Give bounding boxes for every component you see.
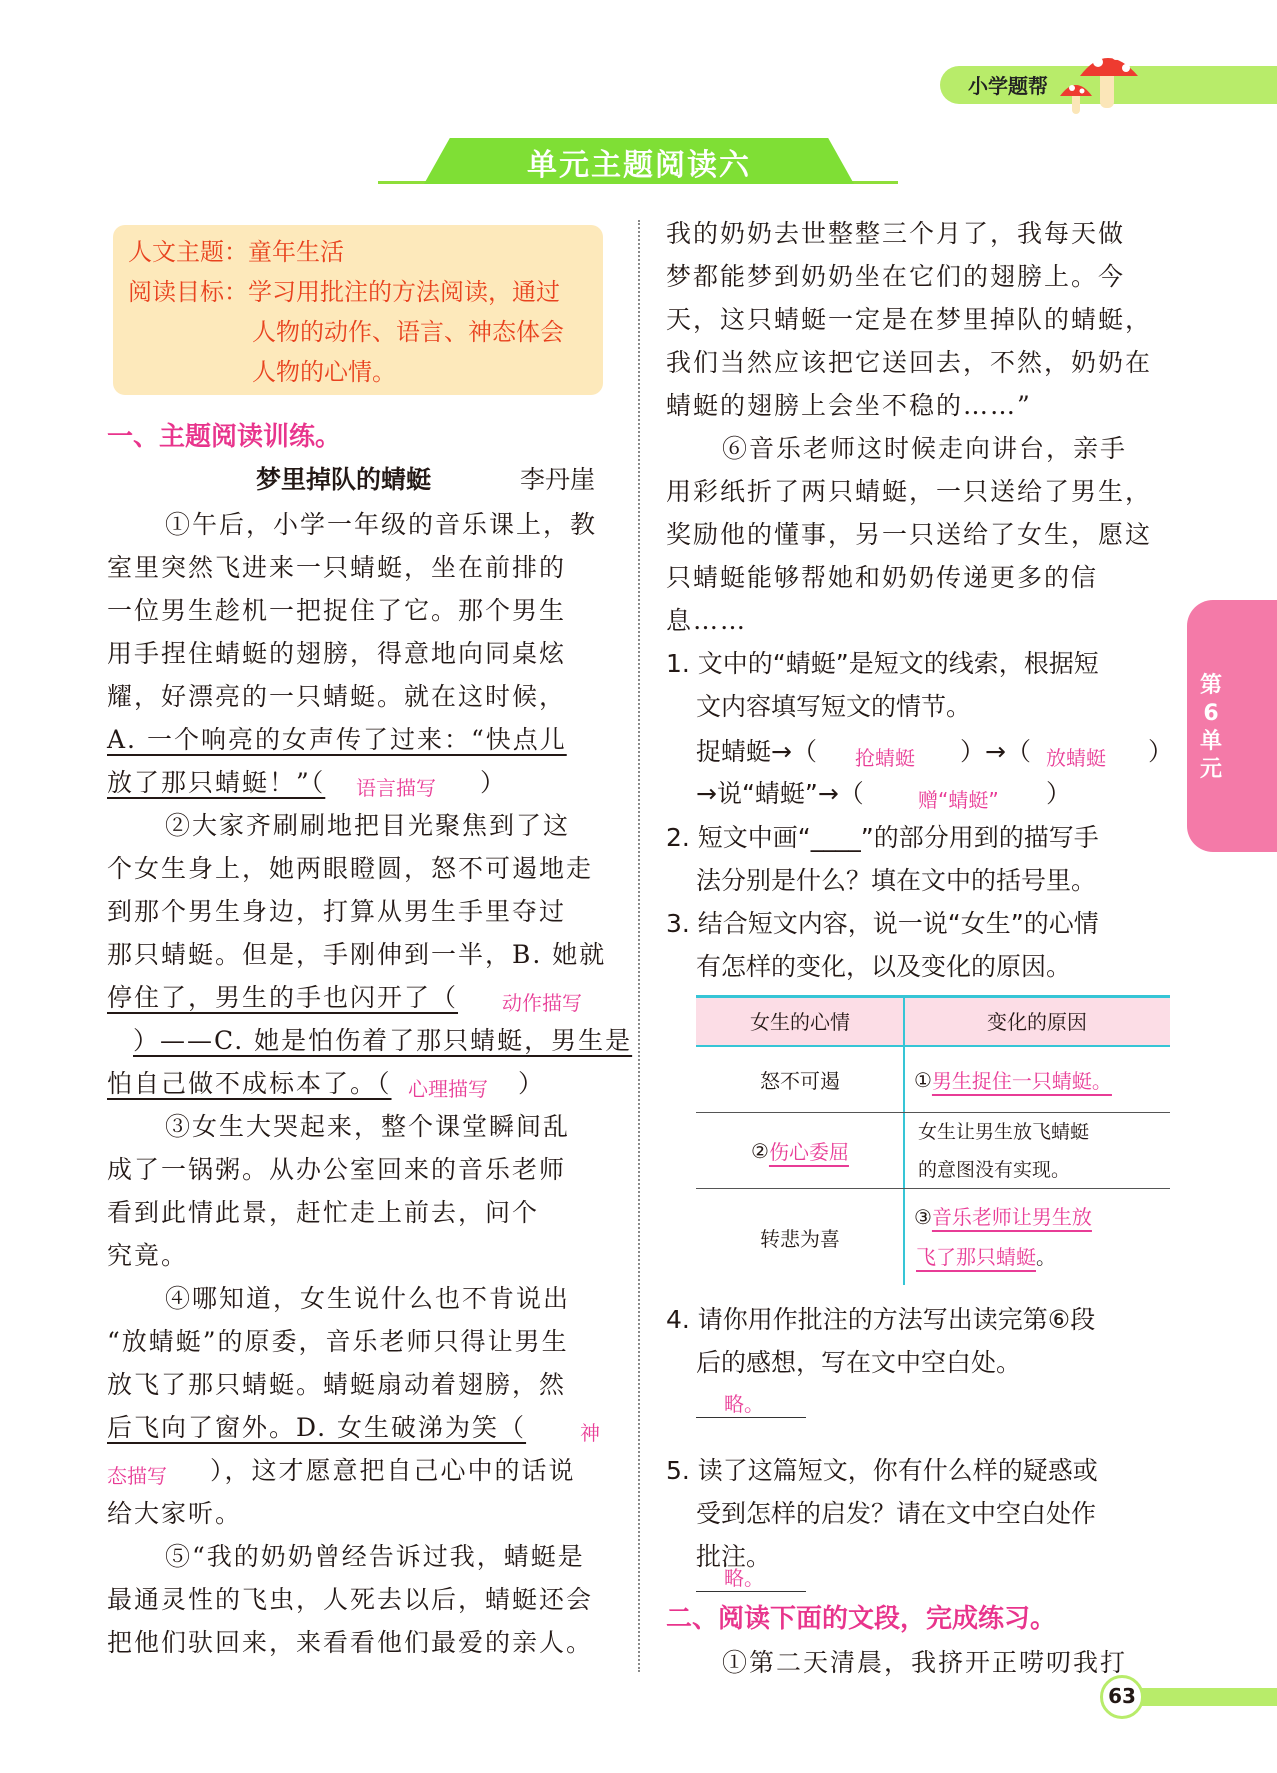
cell-number: ③ — [914, 1205, 932, 1229]
table-cell — [696, 1113, 904, 1188]
question-2: 2. 短文中画“____”的部分用到的描写手 — [666, 823, 1099, 852]
text-line: 最通灵性的飞虫，人死去以后，蜻蜓还会 — [107, 1585, 594, 1614]
table-answer: 伤心委屈 — [768, 1140, 849, 1164]
underlined-line: 放了那只蜻蜓！”（ — [107, 768, 326, 797]
table-answer: 飞了那只蜻蜓 — [916, 1245, 1036, 1269]
answer-a: 语言描写 — [356, 776, 436, 800]
table-cell — [906, 1189, 1170, 1285]
q4-answer: 略。 — [724, 1392, 764, 1416]
text-line: 放飞了那只蜻蜓。蜻蜓扇动着翅膀，然 — [107, 1370, 567, 1399]
mushroom-icon — [1060, 40, 1150, 120]
q1-answer: 赠“蜻蜓” — [918, 788, 999, 812]
underlined-line: 停住了，男生的手也闪开了（ — [107, 983, 459, 1012]
text-line: 一位男生趁机一把捉住了它。那个男生 — [107, 596, 567, 625]
cell-punct: 。 — [1036, 1245, 1056, 1269]
goal-line: 人物的动作、语言、神态体会 — [252, 318, 564, 346]
underlined-line: ）——C. 她是怕伤着了那只蜻蜓，男生是 — [133, 1026, 633, 1055]
bracket-close: ） — [518, 1069, 546, 1098]
text-line: ①第二天清晨，我挤开正唠叨我打 — [722, 1648, 1128, 1677]
table-header: 变化的原因 — [904, 995, 1170, 1045]
text-line: 看到此情此景，赶忙走上前去，问个 — [107, 1198, 540, 1227]
cell-number: ② — [751, 1138, 769, 1163]
text-line: 到那个男生身边，打算从男生手里夺过 — [107, 897, 567, 926]
question-4: 后的感想，写在文中空白处。 — [696, 1348, 1022, 1377]
answer-b: 动作描写 — [502, 991, 582, 1015]
q1-blank-prefix: →说“蜻蜓”→（ — [696, 779, 864, 808]
question-5: 批注。 — [696, 1542, 772, 1571]
text-line: 给大家听。 — [107, 1499, 243, 1528]
question-3: 有怎样的变化，以及变化的原因。 — [696, 952, 1072, 981]
mood-table — [696, 995, 1170, 1285]
section-heading: 一、主题阅读训练。 — [107, 422, 342, 452]
table-answer: 音乐老师让男生放 — [931, 1205, 1092, 1229]
table-top-rule — [696, 995, 1170, 998]
text-line: 奖励他的懂事，另一只送给了女生，愿这 — [666, 520, 1153, 549]
question-5: 受到怎样的启发？请在文中空白处作 — [696, 1499, 1097, 1528]
text-line: 耀，好漂亮的一只蜻蜓。就在这时候， — [107, 682, 567, 711]
question-3: 3. 结合短文内容，说一说“女生”的心情 — [666, 909, 1099, 938]
question-5: 5. 读了这篇短文，你有什么样的疑惑或 — [666, 1456, 1098, 1485]
table-cell — [906, 1113, 1170, 1188]
q4-answer-line — [696, 1417, 806, 1418]
cell-number: ① — [914, 1067, 932, 1092]
underlined-line: 怕自己做不成标本了。（ — [107, 1069, 392, 1098]
answer-d-cont: 态描写 — [107, 1464, 167, 1488]
story-title: 梦里掉队的蜻蜓 — [256, 465, 432, 494]
table-cell: 转悲为喜 — [760, 1226, 840, 1251]
text-line: 室里突然飞进来一只蜻蜓，坐在前排的 — [107, 553, 567, 582]
question-2: 法分别是什么？填在文中的括号里。 — [696, 866, 1097, 895]
text-line: 究竟。 — [107, 1241, 189, 1270]
text-line: 成了一锅粥。从办公室回来的音乐老师 — [107, 1155, 567, 1184]
theme-line: 人文主题：童年生活 — [128, 238, 344, 266]
text-line: ③女生大哭起来，整个课堂瞬间乱 — [165, 1112, 571, 1141]
q5-answer-line — [696, 1591, 806, 1592]
text-line: 那只蜻蜓。但是，手刚伸到一半，B. 她就 — [107, 940, 607, 969]
page-number: 63 — [1108, 1684, 1136, 1708]
text-line: “放蜻蜓”的原委，音乐老师只得让男生 — [107, 1327, 569, 1356]
text-line: ），这才愿意把自己心中的话说 — [210, 1456, 576, 1485]
answer-d: 神 — [580, 1421, 600, 1445]
goal-line: 人物的心情。 — [252, 358, 396, 386]
question-1: 1. 文中的“蜻蜓”是短文的线索，根据短 — [666, 649, 1099, 678]
section-heading: 二、阅读下面的文段，完成练习。 — [666, 1604, 1057, 1634]
q1-answer: 抢蜻蜓 — [855, 746, 915, 770]
unit-label: 第6单元 — [1199, 673, 1222, 782]
text-line: ⑤“我的奶奶曾经告诉过我，蜻蜓是 — [165, 1542, 585, 1571]
text-line: 天，这只蜻蜓一定是在梦里掉队的蜻蜓， — [666, 305, 1153, 334]
answer-c: 心理描写 — [408, 1077, 488, 1101]
cell-line: 的意图没有实现。 — [918, 1158, 1071, 1181]
page-number-bar — [1122, 1688, 1277, 1706]
question-1: 文内容填写短文的情节。 — [696, 692, 972, 721]
text-line: ④哪知道，女生说什么也不肯说出 — [165, 1284, 571, 1313]
text-line: ②大家齐刷刷地把目光聚焦到了这 — [165, 811, 571, 840]
q1-answer: 放蜻蜓 — [1046, 746, 1106, 770]
text-line: 用彩纸折了两只蜻蜓，一只送给了男生， — [666, 477, 1153, 506]
q1-arrow: ）→（ — [960, 737, 1031, 766]
table-header: 女生的心情 — [696, 995, 904, 1045]
text-line: 只蜻蜓能够帮她和奶奶传递更多的信 — [666, 563, 1099, 592]
table-answer: 男生捉住一只蜻蜓。 — [931, 1069, 1112, 1093]
table-cell — [906, 1047, 1170, 1112]
text-line: 息…… — [666, 606, 748, 635]
text-line: 用手捏住蜻蜓的翅膀，得意地向同桌炫 — [107, 639, 567, 668]
underlined-line: 后飞向了窗外。D. 女生破涕为笑（ — [107, 1413, 527, 1442]
underlined-line: A. 一个响亮的女声传了过来：“快点儿 — [107, 725, 567, 754]
q5-answer: 略。 — [724, 1566, 764, 1590]
cell-line: 女生让男生放飞蜻蜓 — [918, 1120, 1090, 1143]
text-line: 蜻蜓的翅膀上会坐不稳的……” — [666, 391, 1032, 420]
text-line: 我的奶奶去世整整三个月了，我每天做 — [666, 219, 1126, 248]
text-line: 个女生身上，她两眼瞪圆，怒不可遏地走 — [107, 854, 594, 883]
question-4: 4. 请你用作批注的方法写出读完第⑥段 — [666, 1305, 1096, 1334]
goal-line: 阅读目标：学习用批注的方法阅读，通过 — [128, 278, 560, 306]
text-line: 梦都能梦到奶奶坐在它们的翅膀上。今 — [666, 262, 1126, 291]
story-author: 李丹崖 — [520, 465, 596, 494]
q1-bracket: ） — [1046, 779, 1072, 808]
q1-bracket: ） — [1148, 737, 1174, 766]
column-divider — [638, 220, 640, 1672]
brand-label: 小学题帮 — [968, 74, 1048, 98]
text-line: ①午后，小学一年级的音乐课上，教 — [165, 510, 598, 539]
page-title: 单元主题阅读六 — [527, 148, 751, 183]
table-cell: 怒不可遏 — [760, 1069, 840, 1093]
text-line: ⑥音乐老师这时候走向讲台，亲手 — [722, 434, 1128, 463]
q1-blank-prefix: 捉蜻蜓→（ — [696, 737, 817, 766]
bracket-close: ） — [480, 768, 508, 797]
text-line: 把他们驮回来，来看看他们最爱的亲人。 — [107, 1628, 594, 1657]
text-line: 我们当然应该把它送回去，不然，奶奶在 — [666, 348, 1153, 377]
